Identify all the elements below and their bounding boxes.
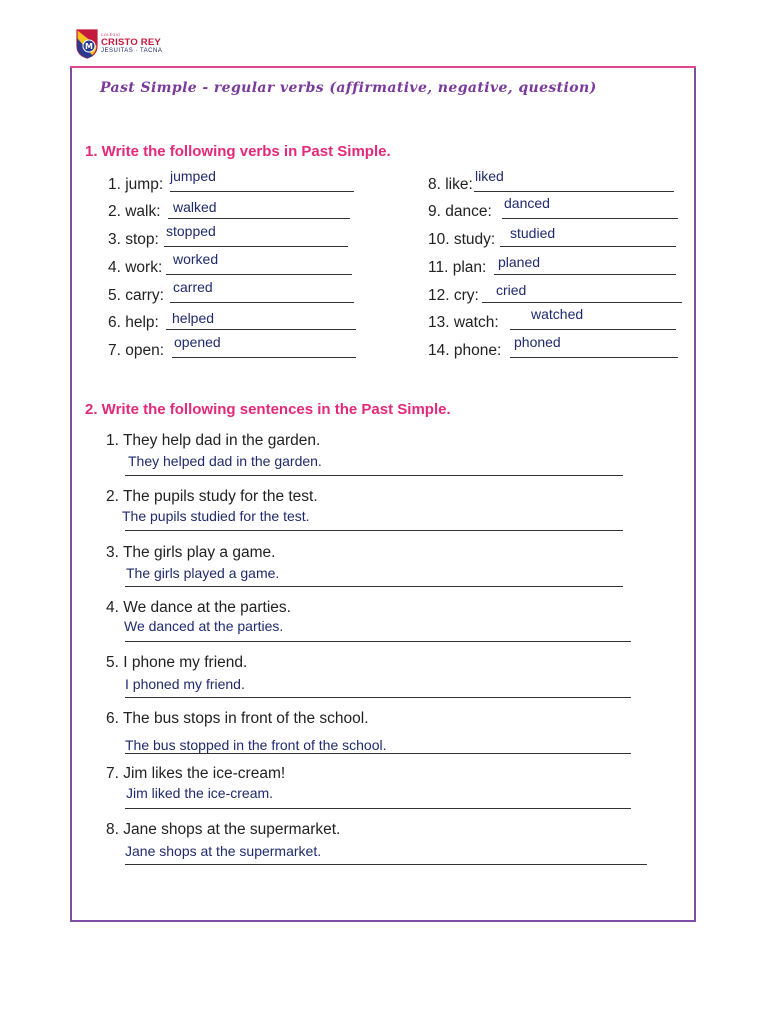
sentence-answer[interactable]: Jim liked the ice-cream. — [126, 785, 274, 801]
sentence-answer[interactable]: I phoned my friend. — [125, 676, 245, 692]
section1-heading: 1. Write the following verbs in Past Simple. — [85, 143, 391, 160]
verb-item — [108, 251, 358, 277]
sentence-prompt: 3. The girls play a game. — [106, 544, 276, 561]
verb-item — [108, 312, 358, 332]
sentence-answer[interactable]: Jane shops at the supermarket. — [125, 843, 322, 859]
verb-prompt: 10. study: — [428, 231, 496, 248]
verb-prompt: 12. cry: — [428, 287, 479, 304]
verb-item — [428, 254, 680, 277]
verb-item — [428, 225, 678, 249]
frame-top-border — [70, 66, 696, 68]
answer-line — [170, 191, 354, 192]
verb-prompt: 5. carry: — [108, 287, 164, 304]
verb-item — [108, 223, 358, 249]
sentence-answer[interactable]: The bus stopped in the front of the school. — [125, 737, 387, 753]
sentence-prompt: 6. The bus stops in front of the school. — [106, 710, 369, 727]
verb-prompt: 7. open: — [108, 342, 165, 359]
verb-answer[interactable]: worked — [173, 251, 219, 267]
verb-item — [428, 306, 678, 332]
logo-subtitle: JESUITAS · TACNA — [101, 48, 163, 54]
answer-line — [125, 530, 623, 531]
verb-prompt: 13. watch: — [428, 314, 499, 331]
answer-line — [166, 274, 352, 275]
verb-answer[interactable]: helped — [172, 310, 215, 326]
school-shield-icon — [76, 29, 98, 59]
verb-prompt: 9. dance: — [428, 203, 492, 220]
verb-item — [428, 195, 680, 221]
verb-answer[interactable]: carred — [173, 279, 213, 295]
answer-line — [510, 329, 676, 330]
sentence-prompt: 2. The pupils study for the test. — [106, 488, 318, 505]
answer-line — [125, 808, 631, 809]
answer-line — [125, 697, 631, 698]
verb-prompt: 1. jump: — [108, 176, 164, 193]
worksheet-title: Past Simple - regular verbs (affirmative, negative, question) — [100, 80, 597, 96]
verb-item — [428, 168, 678, 194]
verb-item — [428, 282, 684, 305]
verb-item — [108, 334, 358, 360]
answer-line — [510, 357, 678, 358]
verb-item — [108, 168, 358, 194]
verb-answer[interactable]: opened — [174, 334, 221, 350]
answer-line — [125, 864, 647, 865]
answer-line — [500, 246, 676, 247]
answer-line — [125, 475, 623, 476]
answer-line — [172, 357, 356, 358]
verb-prompt: 4. work: — [108, 259, 163, 276]
verb-prompt: 14. phone: — [428, 342, 502, 359]
verb-answer[interactable]: stopped — [166, 223, 216, 239]
sentence-prompt: 5. I phone my friend. — [106, 654, 248, 671]
answer-line — [125, 753, 631, 754]
verb-prompt: 6. help: — [108, 314, 159, 331]
verb-answer[interactable]: cried — [496, 282, 527, 298]
verb-item — [108, 279, 358, 305]
sentence-prompt: 4. We dance at the parties. — [106, 599, 291, 616]
verb-prompt: 2. walk: — [108, 203, 161, 220]
verb-item — [428, 334, 680, 360]
verb-prompt: 8. like: — [428, 176, 473, 193]
answer-line — [125, 586, 623, 587]
verb-answer[interactable]: phoned — [514, 334, 561, 350]
sentence-answer[interactable]: They helped dad in the garden. — [128, 453, 322, 469]
answer-line — [474, 191, 674, 192]
shield-letter: M — [85, 42, 93, 51]
verb-answer[interactable]: planed — [498, 254, 541, 270]
sentence-answer[interactable]: We danced at the parties. — [124, 618, 284, 634]
sentence-prompt: 8. Jane shops at the supermarket. — [106, 821, 341, 838]
answer-line — [168, 218, 350, 219]
logo-small-text: COLEGIO — [101, 33, 121, 37]
verb-answer[interactable]: studied — [510, 225, 556, 241]
verb-prompt: 11. plan: — [428, 259, 487, 276]
sentence-answer[interactable]: The pupils studied for the test. — [122, 508, 310, 524]
verb-answer[interactable]: watched — [531, 306, 584, 322]
answer-line — [494, 274, 676, 275]
verb-answer[interactable]: walked — [173, 199, 217, 215]
answer-line — [482, 302, 682, 303]
section2-heading: 2. Write the following sentences in the Past Simple. — [85, 401, 451, 418]
answer-line — [166, 329, 356, 330]
verb-answer[interactable]: liked — [475, 168, 504, 184]
verb-prompt: 3. stop: — [108, 231, 159, 248]
school-logo — [76, 27, 162, 61]
verb-answer[interactable]: danced — [504, 195, 550, 211]
answer-line — [164, 246, 348, 247]
sentence-prompt: 1. They help dad in the garden. — [106, 432, 321, 449]
sentence-answer[interactable]: The girls played a game. — [126, 565, 280, 581]
sentence-prompt: 7. Jim likes the ice-cream! — [106, 765, 286, 782]
verb-item — [108, 201, 358, 221]
logo-name: CRISTO REY — [101, 36, 161, 48]
answer-line — [125, 641, 631, 642]
verb-answer[interactable]: jumped — [170, 168, 216, 184]
answer-line — [502, 218, 678, 219]
answer-line — [170, 302, 354, 303]
